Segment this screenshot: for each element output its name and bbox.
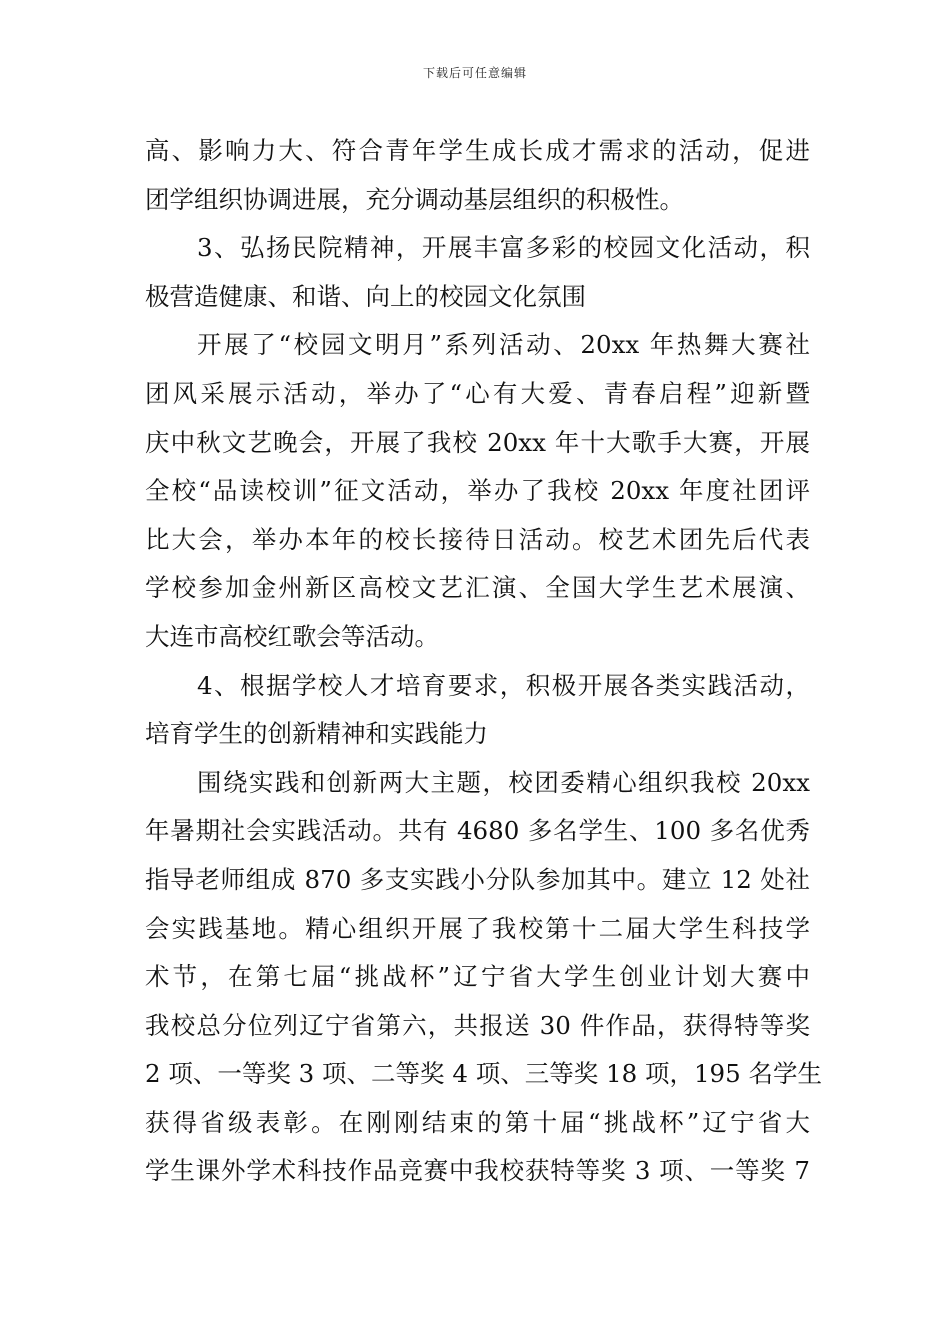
text-line: 开展了“校园文明月”系列活动、20xx 年热舞大赛社 — [197, 330, 810, 360]
text-line: 会实践基地。精心组织开展了我校第十二届大学生科技学 — [145, 913, 810, 943]
text-line: 2 项、一等奖 3 项、二等奖 4 项、三等奖 18 项，195 名学生 — [145, 1059, 823, 1089]
text-line: 团风采展示活动，举办了“心有大爱、青春启程”迎新暨 — [145, 378, 810, 408]
text-line: 3、弘扬民院精神，开展丰富多彩的校园文化活动，积 — [197, 233, 810, 263]
text-line: 围绕实践和创新两大主题，校团委精心组织我校 20xx — [197, 767, 810, 797]
text-line: 学生课外学术科技作品竞赛中我校获特等奖 3 项、一等奖 7 — [145, 1156, 810, 1186]
text-line: 高、影响力大、符合青年学生成长成才需求的活动，促进 — [145, 136, 810, 165]
text-line: 术节，在第七届“挑战杯”辽宁省大学生创业计划大赛中 — [145, 962, 810, 992]
text-line: 团学组织协调进展，充分调动基层组织的积极性。 — [145, 184, 684, 214]
text-line: 全校“品读校训”征文活动，举办了我校 20xx 年度社团评 — [145, 476, 810, 506]
text-line: 学校参加金州新区高校文艺汇演、全国大学生艺术展演、 — [145, 573, 810, 603]
text-line: 庆中秋文艺晚会，开展了我校 20xx 年十大歌手大赛，开展 — [145, 427, 810, 457]
text-line: 比大会，举办本年的校长接待日活动。校艺术团先后代表 — [145, 524, 810, 554]
text-line: 年暑期社会实践活动。共有 4680 多名学生、100 多名优秀 — [145, 816, 810, 846]
text-line: 大连市高校红歌会等活动。 — [145, 621, 439, 651]
text-line: 培育学生的创新精神和实践能力 — [145, 719, 488, 749]
page-header: 下载后可任意编辑 — [422, 66, 527, 80]
text-line: 4、根据学校人才培育要求，积极开展各类实践活动， — [197, 670, 810, 700]
text-line: 指导老师组成 870 多支实践小分队参加其中。建立 12 处社 — [145, 864, 810, 894]
text-line: 获得省级表彰。在刚刚结束的第十届“挑战杯”辽宁省大 — [145, 1107, 810, 1137]
text-line: 极营造健康、和谐、向上的校园文化氛围 — [145, 281, 586, 311]
body-text — [145, 127, 823, 1196]
text-line: 我校总分位列辽宁省第六，共报送 30 件作品，获得特等奖 — [145, 1010, 810, 1040]
